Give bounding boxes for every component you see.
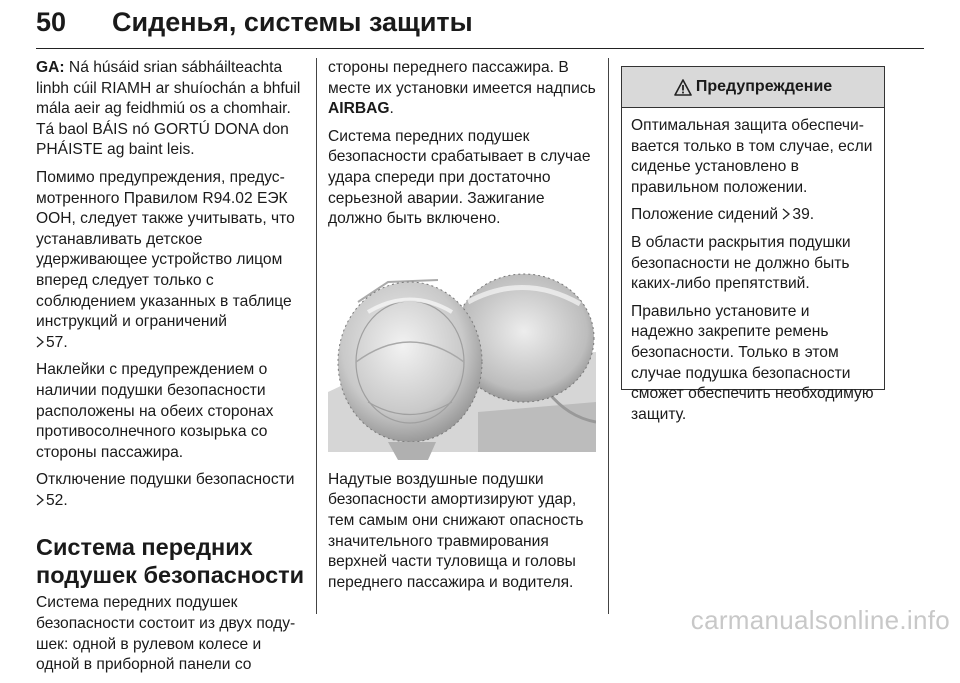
- running-title: Сиденья, системы защиты: [112, 7, 473, 37]
- watermark: carmanualsonline.info: [690, 605, 950, 635]
- paragraph-stickers: Наклейки с предупреждением о наличии подушки безопасности расположены на обеих сторонах противосолнечного козырька со стороны пассажира.: [36, 361, 274, 461]
- paragraph-system-intro: Система передних подушек безопасности состоит из двух подушек: одной в рулевом колесе и одной в приборной панели со: [36, 594, 296, 674]
- column-divider: [608, 58, 609, 614]
- column-2: [328, 58, 596, 600]
- page-reference-arrow-icon: [36, 336, 44, 348]
- airbag-illustration-drawing: [328, 242, 596, 460]
- page-reference-arrow-icon: [782, 208, 790, 220]
- paragraph-text: .: [389, 100, 394, 118]
- warning-paragraph: Правильно установите и надежно закрепите ремень безопасности. Только в этом случае подушка безопасности сможет обеспечить необходимую защиту.: [631, 302, 874, 423]
- page-number: 50: [36, 7, 67, 37]
- warning-header: [622, 67, 884, 108]
- warning-paragraph: Оптимальная защита обеспечивается только в том случае, если сиденье установлено в правильном положении.: [631, 117, 873, 196]
- paragraph-deployment: Система передних подушек безопасности срабатывает в случае удара спереди при достаточно серьезной аварии. Зажигание должно быть включено.: [328, 127, 591, 228]
- warning-title: Предупреждение: [695, 78, 833, 95]
- paragraph-ga-warning: [36, 58, 306, 161]
- paragraph-airbag-location: [328, 58, 596, 120]
- paragraph-r94-note: [36, 168, 306, 353]
- language-code: GA:: [36, 59, 65, 76]
- paragraph-text: Отключение подушки безопасности: [36, 471, 295, 489]
- airbag-illustration: [328, 242, 596, 460]
- page-header: [36, 2, 924, 49]
- paragraph-text: Ná húsáid srian sábháilteachta linbh cúil RIAMH ar shuíochán a bhfuil mála aeir ag feidhmiú os a chomhair. Tá baol BÁIS nó GORTÚ DONA don PHÁISTE ag baint leis.: [36, 59, 301, 159]
- figure-caption: Надутые воздушные подушки безопасности амортизируют удар, тем самым они снижают опасность значительного травмирования верхней части туловища и головы переднего пассажира и водителя.: [328, 470, 584, 591]
- warning-body: [622, 108, 884, 425]
- section-heading: Система передних подушек безопасности: [36, 534, 305, 589]
- warning-triangle-icon: [674, 79, 692, 96]
- paragraph-text: Положение сидений: [631, 206, 779, 224]
- page-reference-link[interactable]: 52.: [46, 491, 68, 509]
- page-reference-arrow-icon: [36, 494, 44, 506]
- column-divider: [316, 58, 317, 614]
- column-1: [36, 58, 306, 683]
- airbag-label: AIRBAG: [328, 100, 390, 118]
- warning-paragraph: [631, 205, 874, 226]
- warning-paragraph: В области раскрытия подушки безопасности не должно быть каких-либо препятствий.: [631, 233, 851, 293]
- page-reference-link[interactable]: 39.: [792, 206, 815, 224]
- paragraph-text: Помимо предупреждения, предусмотренного Правилом R94.02 ЕЭК ООН, следует также учитывать, что устанавливать детское удерживающее устройство лицом вперед следует только с соблюдением указанных в таблице инструкций и ограничений: [36, 168, 295, 331]
- paragraph-deactivation: [36, 470, 306, 511]
- warning-box: [621, 66, 885, 423]
- paragraph-text: стороны переднего пассажира. В месте их установки имеется надпись: [328, 59, 596, 97]
- page-reference-link[interactable]: 57.: [46, 333, 68, 351]
